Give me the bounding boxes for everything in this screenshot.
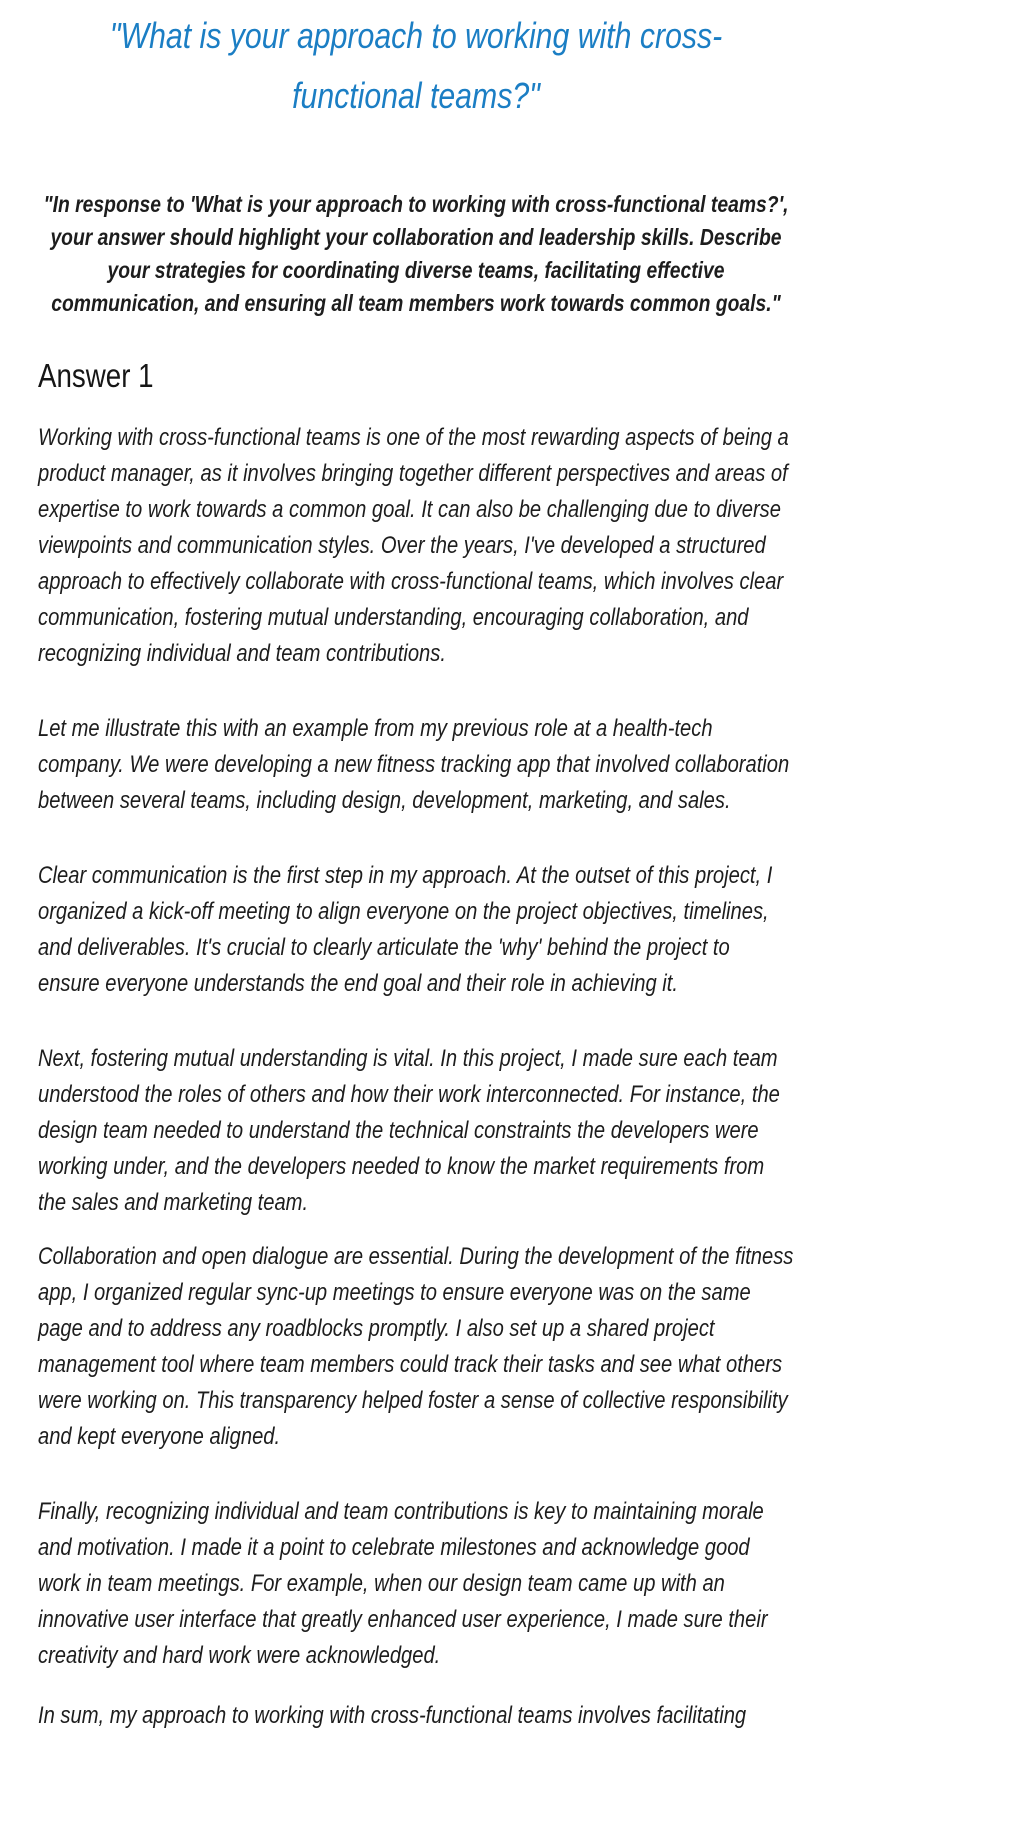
answer-paragraph: Next, fostering mutual understanding is vital. In this project, I made sure each team understood the roles of others and how their work interconnected. For instance, the design team needed to understand the technical constraints the developers were working under, and the developers needed to know the market requirements from the sales and marketing team. (38, 1045, 780, 1216)
answer-paragraph: Let me illustrate this with an example from my previous role at a health-tech company. We were developing a new fitness tracking app that involved collaboration between several teams, including design, development, marketing, and sales. (38, 715, 790, 814)
answer-paragraph: Working with cross-functional teams is one of the most rewarding aspects of being a product manager, as it involves bringing together different perspectives and areas of expertise to work towards a common goal. It can also be challenging due to diverse viewpoints and communication styles. Over the years, I've developed a structured approach to effectively collaborate with cross-functional teams, which involves clear communication, fostering mutual understanding, encouraging collaboration, and recognizing individual and team contributions. (38, 424, 789, 667)
answer-heading: Answer 1 (38, 357, 154, 394)
answer-paragraph: In sum, my approach to working with cross-functional teams involves facilitating (38, 1702, 747, 1729)
answer-paragraph: Clear communication is the first step in my approach. At the outset of this project, I organized a kick-off meeting to align everyone on the project objectives, timelines, and deliverables. It's crucial to clearly articulate the 'why' behind the project to ensure everyone understands the end goal and their role in achieving it. (38, 862, 773, 997)
content-column (38, 6, 794, 1734)
prompt-quote: "In response to 'What is your approach to working with cross-functional teams?', your answer should highlight your collaboration and leadership skills. Describe your strategies for coordinating diverse teams, facilitating effective communication, and ensuring all team members work towards common goals." (43, 191, 789, 316)
question-title: "What is your approach to working with cross-functional teams?" (109, 15, 723, 116)
answer-paragraph: Collaboration and open dialogue are essential. During the development of the fitness app, I organized regular sync-up meetings to ensure everyone was on the same page and to address any roadblocks promptly. I also set up a shared project management tool where team members could track their tasks and see what others were working on. This transparency helped foster a sense of collective responsibility and kept everyone aligned. (38, 1243, 794, 1450)
answer-paragraph: Finally, recognizing individual and team contributions is key to maintaining morale and motivation. I made it a point to celebrate milestones and acknowledge good work in team meetings. For example, when our design team came up with an innovative user interface that greatly enhanced user experience, I made sure their creativity and hard work were acknowledged. (38, 1498, 768, 1669)
